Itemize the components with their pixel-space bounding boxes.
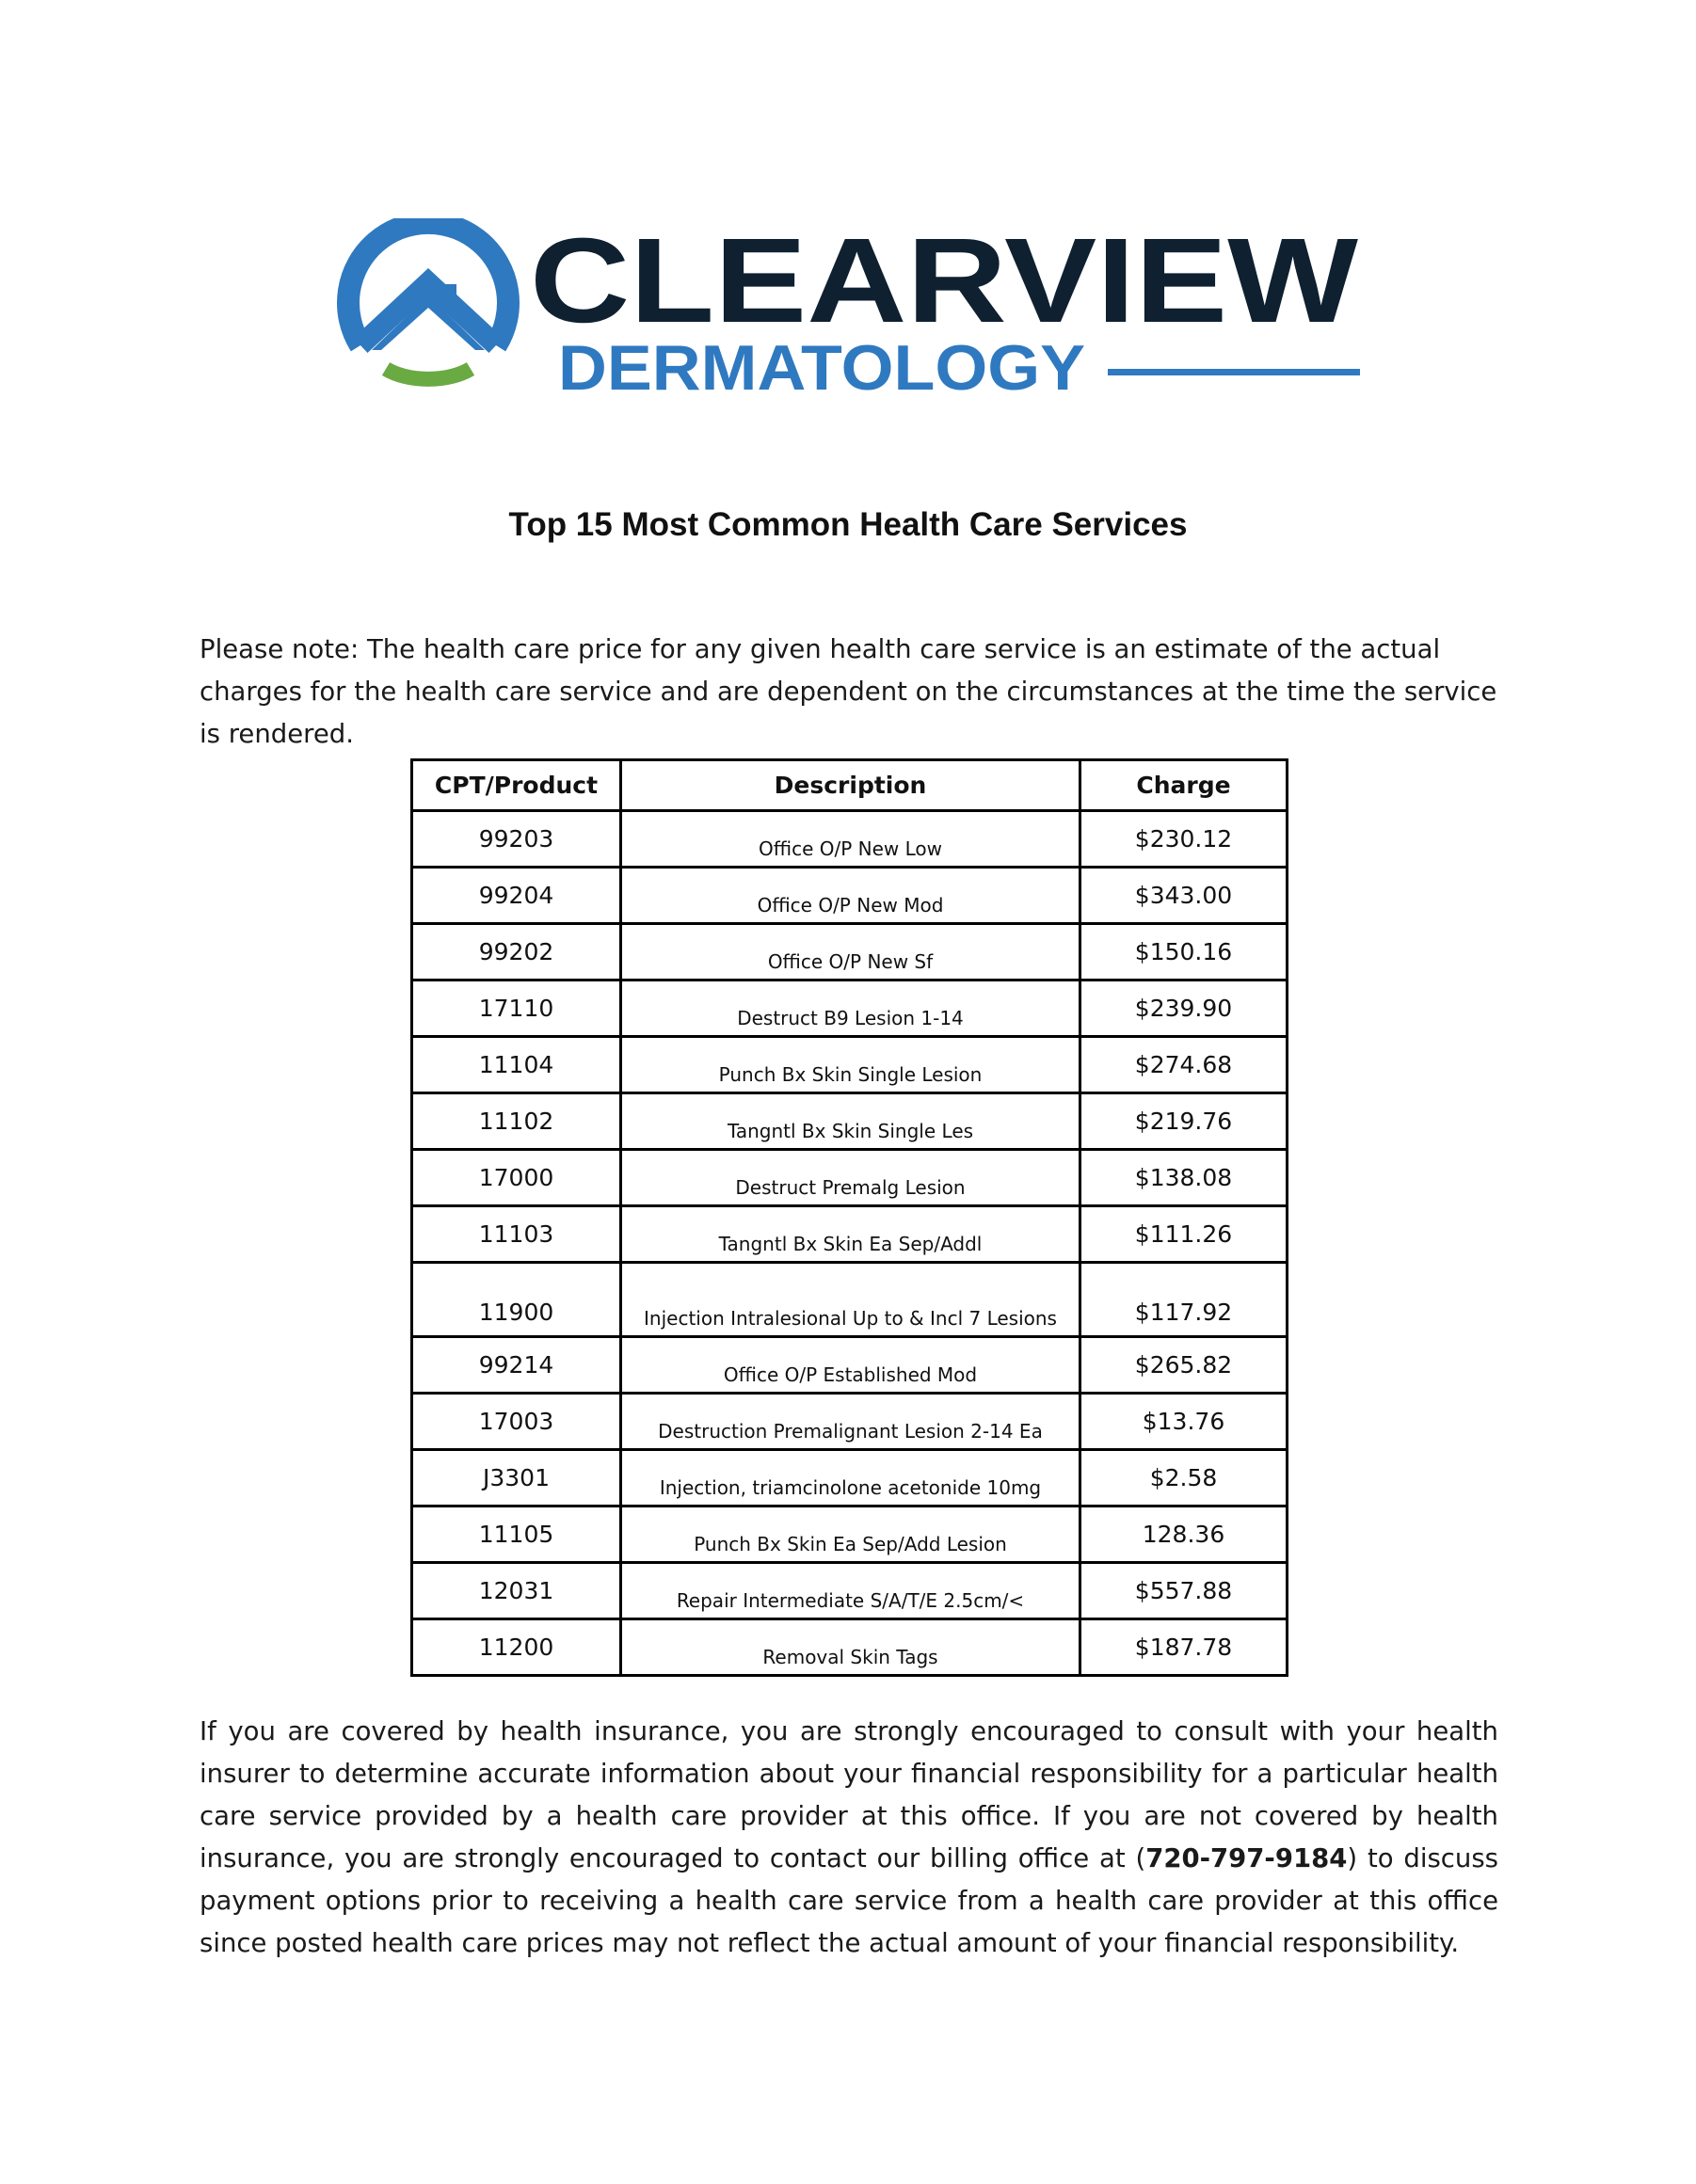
insurance-notice <box>200 1711 1498 1965</box>
table-row <box>412 868 1288 924</box>
service-charge: $343.00 <box>1080 868 1288 924</box>
cpt-code: 11900 <box>412 1263 621 1337</box>
service-charge: $150.16 <box>1080 924 1288 980</box>
brand-underline <box>1108 369 1360 375</box>
table-row <box>412 1206 1288 1263</box>
service-description: Tangntl Bx Skin Ea Sep/Addl <box>621 1206 1080 1263</box>
table-row <box>412 1093 1288 1150</box>
service-charge: 128.36 <box>1080 1506 1288 1563</box>
table-row <box>412 1450 1288 1506</box>
service-description: Office O/P New Sf <box>621 924 1080 980</box>
service-charge: $2.58 <box>1080 1450 1288 1506</box>
service-charge: $219.76 <box>1080 1093 1288 1150</box>
cpt-code: 17110 <box>412 980 621 1037</box>
billing-phone-number: 720-797-9184 <box>1145 1843 1348 1873</box>
service-description: Destruction Premalignant Lesion 2-14 Ea <box>621 1394 1080 1450</box>
service-description: Destruct Premalg Lesion <box>621 1150 1080 1206</box>
service-description: Destruct B9 Lesion 1-14 <box>621 980 1080 1037</box>
table-row <box>412 1263 1288 1337</box>
service-description: Removal Skin Tags <box>621 1619 1080 1676</box>
cpt-code: 12031 <box>412 1563 621 1619</box>
column-header-description: Description <box>621 760 1080 811</box>
price-table <box>410 758 1288 1677</box>
service-description: Injection, triamcinolone acetonide 10mg <box>621 1450 1080 1506</box>
cpt-code: 99214 <box>412 1337 621 1394</box>
service-charge: $239.90 <box>1080 980 1288 1037</box>
logo-emblem-icon <box>348 223 508 379</box>
cpt-code: 11105 <box>412 1506 621 1563</box>
table-row <box>412 1394 1288 1450</box>
cpt-code: 11104 <box>412 1037 621 1093</box>
service-charge: $13.76 <box>1080 1394 1288 1450</box>
logo-roof <box>360 282 496 345</box>
service-description: Office O/P New Mod <box>621 868 1080 924</box>
column-header-code: CPT/Product <box>412 760 621 811</box>
table-row <box>412 1337 1288 1394</box>
service-charge: $187.78 <box>1080 1619 1288 1676</box>
insurance-notice-text: If you are covered by health insurance, you are strongly encouraged to consult with your health insurer to determine accurate information about your financial responsibility for a particular health care service provided by a health care provider at this office. If you are not covered by health insurance, you are strongly encouraged to contact our billing office at ( <box>200 1716 1498 1873</box>
table-row <box>412 924 1288 980</box>
table-row <box>412 1037 1288 1093</box>
cpt-code: 17003 <box>412 1394 621 1450</box>
cpt-code: 11103 <box>412 1206 621 1263</box>
service-description: Tangntl Bx Skin Single Les <box>621 1093 1080 1150</box>
table-header-row <box>412 760 1288 811</box>
service-description: Office O/P Established Mod <box>621 1337 1080 1394</box>
cpt-code: 99204 <box>412 868 621 924</box>
cpt-code: 17000 <box>412 1150 621 1206</box>
service-description: Punch Bx Skin Ea Sep/Add Lesion <box>621 1506 1080 1563</box>
cpt-code: 99203 <box>412 811 621 868</box>
service-charge: $265.82 <box>1080 1337 1288 1394</box>
brand-name-line2: DERMATOLOGY <box>558 332 1085 404</box>
service-charge: $117.92 <box>1080 1263 1288 1337</box>
page-title: Top 15 Most Common Health Care Services <box>508 506 1188 543</box>
table-row <box>412 980 1288 1037</box>
service-description: Punch Bx Skin Single Lesion <box>621 1037 1080 1093</box>
table-row <box>412 1150 1288 1206</box>
insurance-notice-text-end: ) to discuss payment options prior to receiving a health care service from a health care provider at this office since posted health care prices may not reflect the actual amount of your financial responsibility. <box>200 1843 1499 1958</box>
cpt-code: J3301 <box>412 1450 621 1506</box>
table-row <box>412 1619 1288 1676</box>
service-charge: $111.26 <box>1080 1206 1288 1263</box>
service-charge: $230.12 <box>1080 811 1288 868</box>
table-row <box>412 1563 1288 1619</box>
price-note: Please note: The health care price for any given health care service is an estimate of the actual charges for the health care service and are dependent on the circumstances at the time the service is rendered. <box>200 634 1497 749</box>
service-description: Repair Intermediate S/A/T/E 2.5cm/< <box>621 1563 1080 1619</box>
service-charge: $557.88 <box>1080 1563 1288 1619</box>
logo-green-arc <box>386 369 471 379</box>
service-description: Office O/P New Low <box>621 811 1080 868</box>
cpt-code: 11102 <box>412 1093 621 1150</box>
clearview-logo <box>334 218 1360 407</box>
service-charge: $138.08 <box>1080 1150 1288 1206</box>
service-description: Injection Intralesional Up to & Incl 7 Lesions <box>621 1263 1080 1337</box>
column-header-charge: Charge <box>1080 760 1288 811</box>
service-charge: $274.68 <box>1080 1037 1288 1093</box>
table-row <box>412 811 1288 868</box>
table-row <box>412 1506 1288 1563</box>
cpt-code: 99202 <box>412 924 621 980</box>
cpt-code: 11200 <box>412 1619 621 1676</box>
brand-name-line1: CLEARVIEW <box>530 218 1359 348</box>
